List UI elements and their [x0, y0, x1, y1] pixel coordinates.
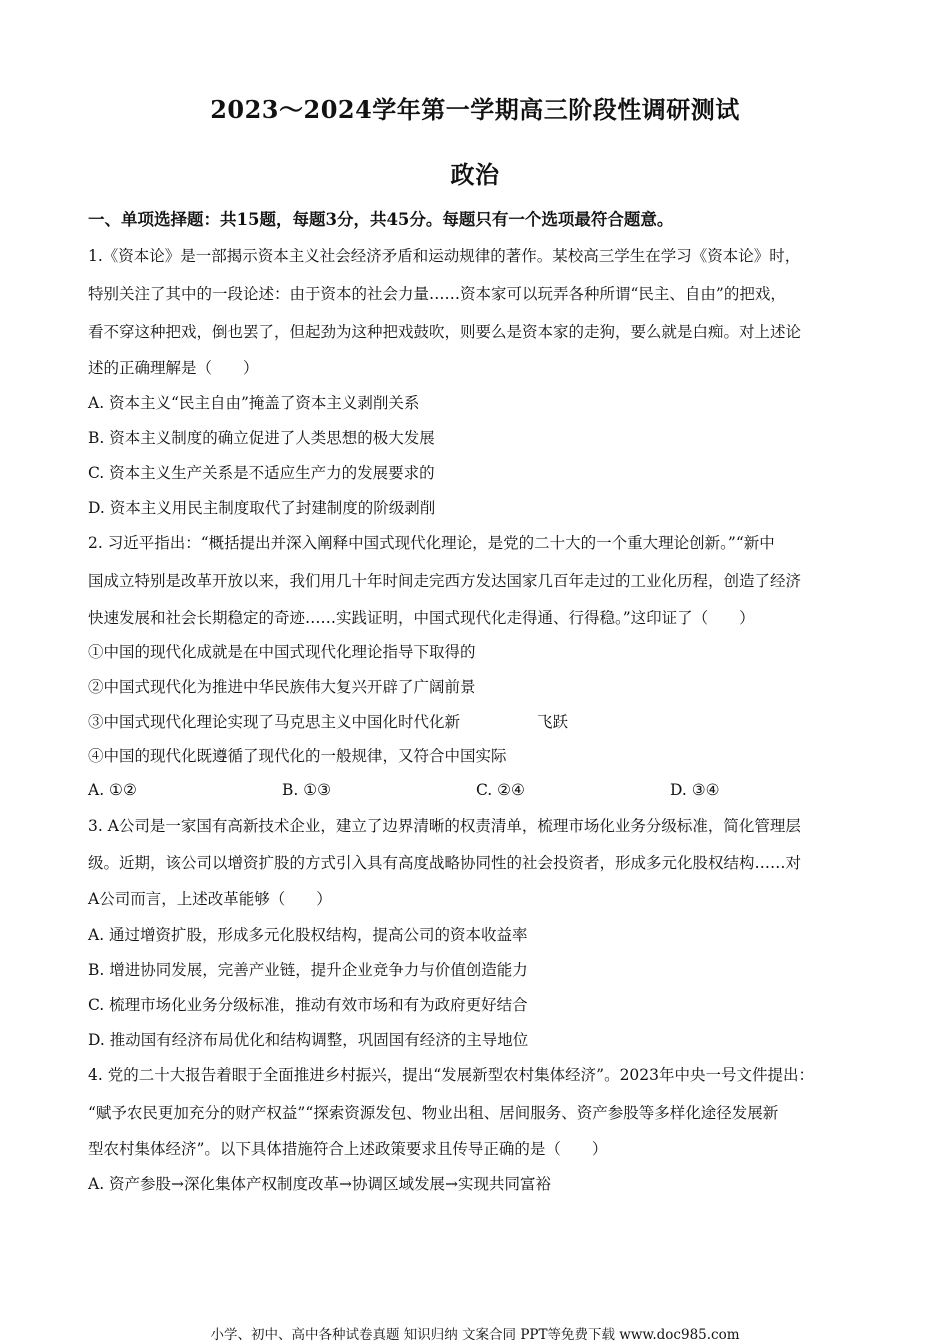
q2-stem-line: 2. 习近平指出：“概括提出并深入阐释中国式现代化理论，是党的二十大的一个重大理论创新。”“新中 [88, 534, 775, 552]
q1-stem-line: 看不穿这种把戏，倒也罢了，但起劲为这种把戏鼓吹，则要么是资本家的走狗，要么就是白痴。对上述论 [88, 323, 802, 341]
q1-option-a: A. 资本主义“民主自由”掩盖了资本主义剥削关系 [88, 394, 420, 412]
exam-title: 2023～2024学年第一学期高三阶段性调研测试 [210, 95, 740, 124]
q1-stem-line: 述的正确理解是（ ） [88, 359, 259, 377]
q4-stem-line: 4. 党的二十大报告着眼于全面推进乡村振兴，提出“发展新型农村集体经济”。2023年中央一号文件提出： [88, 1066, 815, 1084]
q4-stem-line: 型农村集体经济”。以下具体措施符合上述政策要求且传导正确的是（ ） [88, 1140, 608, 1158]
footer-text: 小学、初中、高中各种试卷真题 知识归纳 文案合同 PPT等免费下载 www.doc985.com [210, 1327, 740, 1343]
q3-option-b: B. 增进协同发展，完善产业链，提升企业竞争力与价值创造能力 [88, 961, 528, 979]
q3-option-d: D. 推动国有经济布局优化和结构调整，巩固国有经济的主导地位 [88, 1031, 529, 1049]
q3-option-c: C. 梳理市场化业务分级标准，推动有效市场和有为政府更好结合 [88, 996, 528, 1014]
q3-stem-line: A公司而言，上述改革能够（ ） [88, 890, 332, 908]
q2-item-1: ①中国的现代化成就是在中国式现代化理论指导下取得的 [88, 643, 476, 661]
q2-stem-line: 国成立特别是改革开放以来，我们用几十年时间走完西方发达国家几百年走过的工业化历程，创造了经济 [88, 572, 802, 590]
q2-option-c: C. ②④ [476, 781, 525, 799]
q2-item-2: ②中国式现代化为推进中华民族伟大复兴开辟了广阔前景 [88, 678, 476, 696]
subject-title: 政治 [450, 160, 500, 189]
q3-stem-line: 级。近期，该公司以增资扩股的方式引入具有高度战略协同性的社会投资者，形成多元化股权结构……对 [88, 854, 802, 872]
q1-option-c: C. 资本主义生产关系是不适应生产力的发展要求的 [88, 464, 435, 482]
section-heading: 一、单项选择题：共15题，每题3分，共45分。每题只有一个选项最符合题意。 [88, 210, 674, 229]
q4-option-a: A. 资产参股→深化集体产权制度改革→协调区域发展→实现共同富裕 [88, 1175, 552, 1193]
q2-option-d: D. ③④ [670, 781, 720, 799]
q1-option-b: B. 资本主义制度的确立促进了人类思想的极大发展 [88, 429, 435, 447]
q1-stem-line: 特别关注了其中的一段论述：由于资本的社会力量……资本家可以玩弄各种所谓“民主、自由”的把戏， [88, 285, 786, 303]
q3-option-a: A. 通过增资扩股，形成多元化股权结构，提高公司的资本收益率 [88, 926, 528, 944]
q2-item-3: ③中国式现代化理论实现了马克思主义中国化时代化新 [88, 713, 461, 731]
q2-option-b: B. ①③ [282, 781, 332, 799]
q2-item-4: ④中国的现代化既遵循了现代化的一般规律，又符合中国实际 [88, 747, 507, 765]
q3-stem-line: 3. A公司是一家国有高新技术企业，建立了边界清晰的权责清单，梳理市场化业务分级标准，简化管理层 [88, 817, 801, 835]
q2-item-3-tail: 飞跃 [537, 713, 569, 731]
q1-stem-line: 1.《资本论》是一部揭示资本主义社会经济矛盾和运动规律的著作。某校高三学生在学习《资本论》时， [88, 247, 801, 265]
q1-option-d: D. 资本主义用民主制度取代了封建制度的阶级剥削 [88, 499, 436, 517]
q2-stem-line: 快速发展和社会长期稳定的奇迹……实践证明，中国式现代化走得通、行得稳。”这印证了（ ） [88, 609, 755, 627]
q4-stem-line: “赋予农民更加充分的财产权益”“探索资源发包、物业出租、居间服务、资产参股等多样化途径发展新 [88, 1104, 779, 1122]
q2-option-a: A. ①② [88, 781, 137, 799]
